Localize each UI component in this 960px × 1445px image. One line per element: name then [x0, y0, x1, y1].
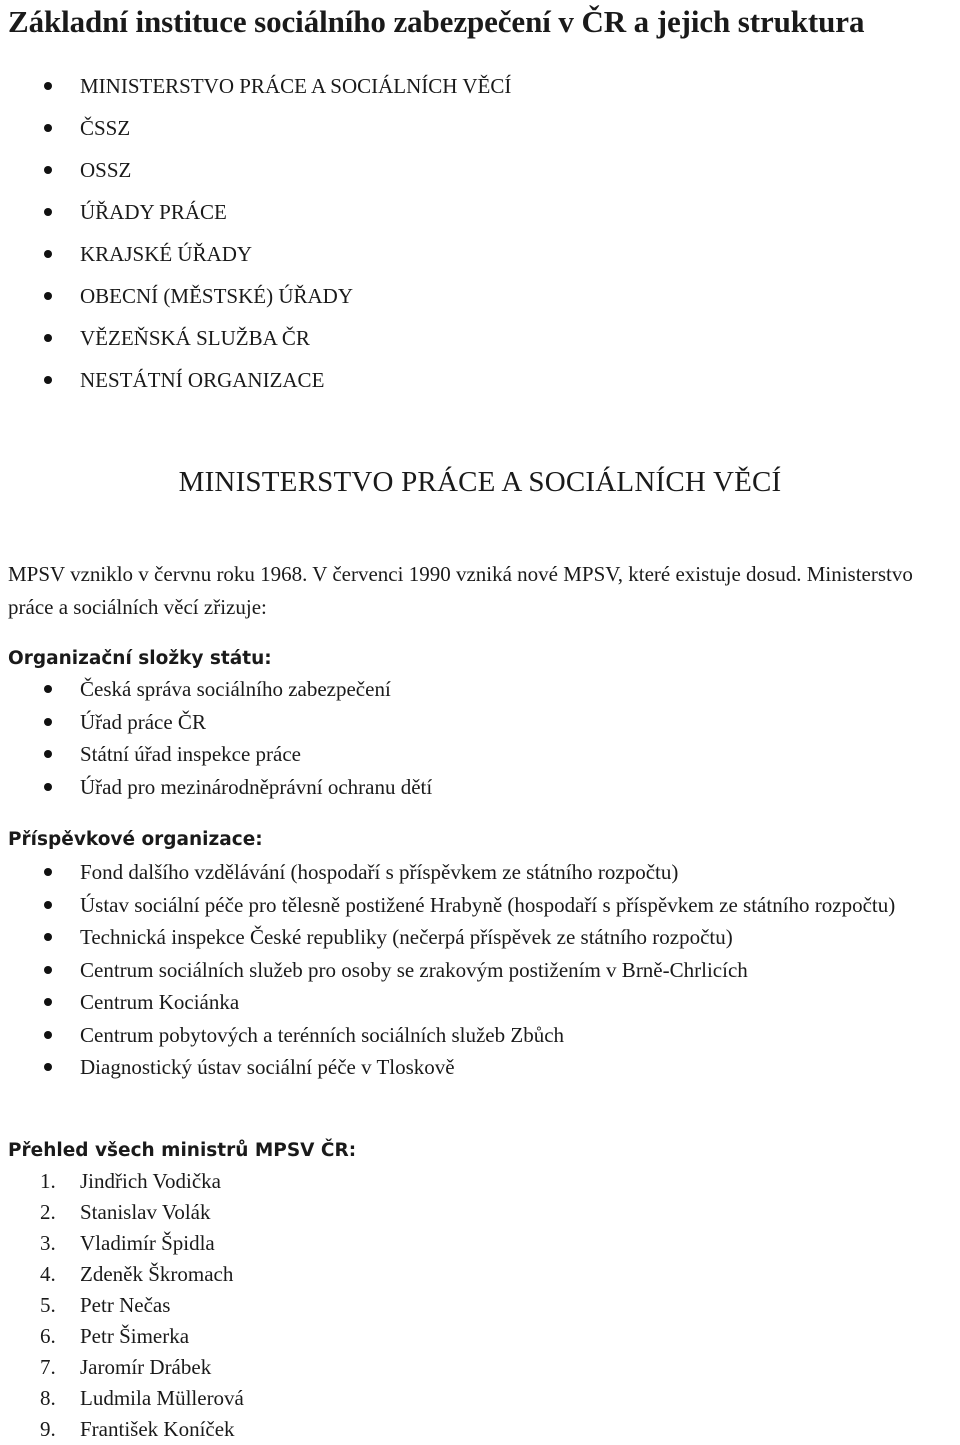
list-item: 5. Petr Nečas [40, 1293, 171, 1317]
list-item: 4. Zdeněk Škromach [40, 1262, 234, 1286]
list-item: OSSZ [0, 149, 950, 191]
list-item: ČSSZ [0, 107, 950, 149]
list-item: 8. Ludmila Müllerová [40, 1386, 244, 1410]
bullet-icon [44, 292, 52, 300]
list-item: KRAJSKÉ ÚŘADY [0, 233, 950, 275]
list-item: Úřad pro mezinárodněprávní ochranu dětí [0, 771, 950, 804]
bullet-icon [44, 933, 52, 941]
list-item: Diagnostický ústav sociální péče v Tloskově [0, 1051, 950, 1084]
bullet-icon [44, 750, 52, 758]
bullet-icon [44, 124, 52, 132]
list-item: Technická inspekce České republiky (nečerpá příspěvek ze státního rozpočtu) [0, 921, 950, 954]
list-item: NESTÁTNÍ ORGANIZACE [0, 359, 950, 401]
prispevkove-organizace-heading: Příspěvkové organizace: [8, 829, 263, 850]
intro-paragraph: MPSV vzniklo v červnu roku 1968. V červenci 1990 vzniká nové MPSV, které existuje dosud. Ministerstvo práce a sociálních věcí zřizuje: [8, 562, 913, 619]
list-item: 9. František Koníček [40, 1417, 235, 1441]
list-item: Centrum pobytových a terénních sociálních služeb Zbůch [0, 1019, 950, 1052]
list-item: Fond dalšího vzdělávání (hospodaří s příspěvkem ze státního rozpočtu) [0, 856, 950, 889]
list-item: 3. Vladimír Špidla [40, 1231, 215, 1255]
bullet-icon [44, 901, 52, 909]
bullet-icon [44, 208, 52, 216]
page-title: Základní instituce sociálního zabezpečení v ČR a jejich struktura [8, 4, 865, 39]
bullet-icon [44, 82, 52, 90]
list-item: 1. Jindřich Vodička [40, 1169, 221, 1193]
ministri-heading: Přehled všech ministrů MPSV ČR: [8, 1140, 357, 1161]
bullet-icon [44, 783, 52, 791]
section-heading: MINISTERSTVO PRÁCE A SOCIÁLNÍCH VĚCÍ [178, 466, 782, 498]
bullet-icon [44, 166, 52, 174]
bullet-icon [44, 1063, 52, 1071]
list-item: OBECNÍ (MĚSTSKÉ) ÚŘADY [0, 275, 950, 317]
list-item: Státní úřad inspekce práce [0, 738, 950, 771]
organizacni-slozky-list [0, 673, 950, 803]
bullet-icon [44, 376, 52, 384]
list-item: MINISTERSTVO PRÁCE A SOCIÁLNÍCH VĚCÍ [0, 65, 950, 107]
list-item: ÚŘADY PRÁCE [0, 191, 950, 233]
bullet-icon [44, 1031, 52, 1039]
list-item: Ústav sociální péče pro tělesně postižené Hrabyně (hospodaří s příspěvkem ze státního rozpočtu) [0, 889, 950, 922]
list-item: 7. Jaromír Drábek [40, 1355, 212, 1379]
list-item: 6. Petr Šimerka [40, 1324, 190, 1348]
bullet-icon [44, 868, 52, 876]
ministri-list [0, 1166, 600, 1445]
list-item: 2. Stanislav Volák [40, 1200, 211, 1224]
organizacni-slozky-heading: Organizační složky státu: [8, 648, 272, 669]
bullet-icon [44, 334, 52, 342]
institutions-list [0, 65, 950, 401]
list-item: Centrum Kociánka [0, 986, 950, 1019]
bullet-icon [44, 250, 52, 258]
bullet-icon [44, 685, 52, 693]
list-item: Úřad práce ČR [0, 706, 950, 739]
list-item: VĚZEŇSKÁ SLUŽBA ČR [0, 317, 950, 359]
list-item: Centrum sociálních služeb pro osoby se zrakovým postižením v Brně-Chrlicích [0, 954, 950, 987]
prispevkove-organizace-list [0, 856, 950, 1084]
bullet-icon [44, 966, 52, 974]
bullet-icon [44, 718, 52, 726]
list-item: Česká správa sociálního zabezpečení [0, 673, 950, 706]
bullet-icon [44, 998, 52, 1006]
